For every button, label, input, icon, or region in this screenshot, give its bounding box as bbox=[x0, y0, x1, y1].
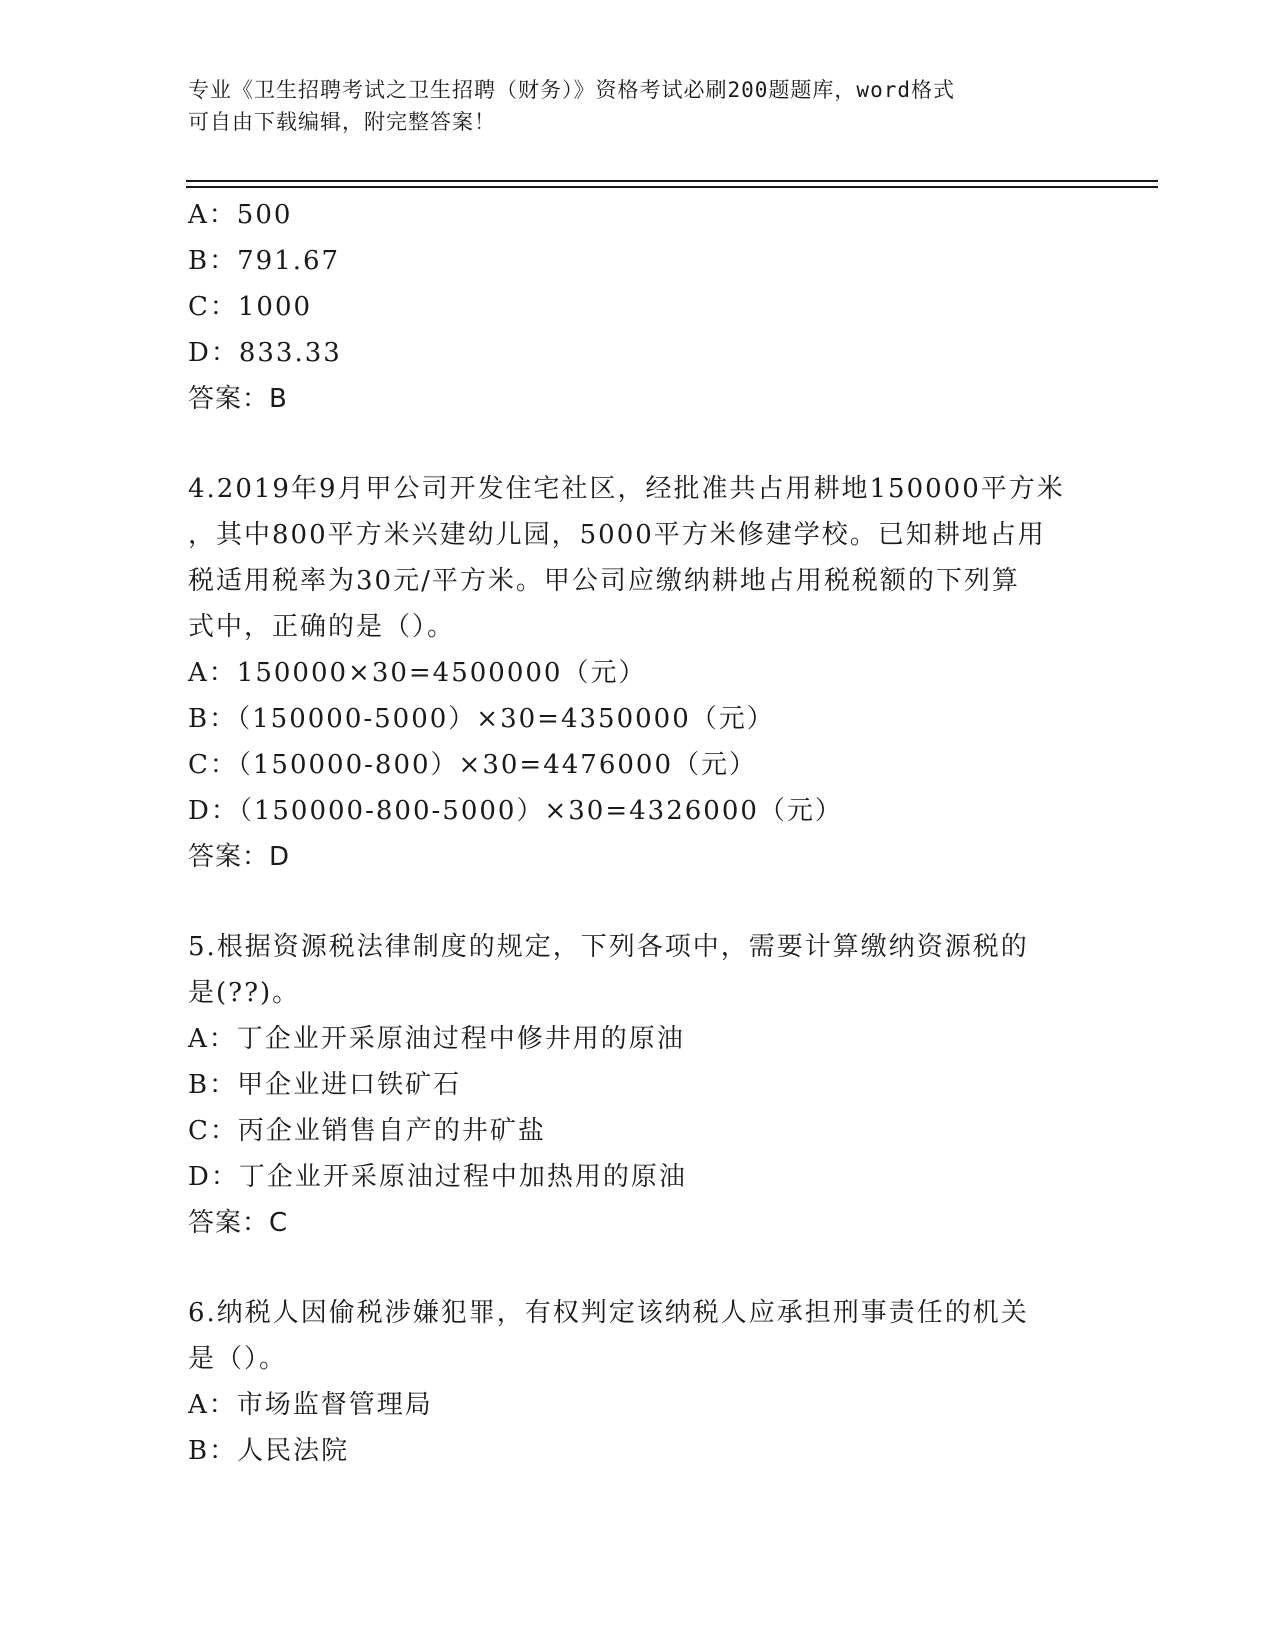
question-block-6 bbox=[188, 1290, 1088, 1474]
question-stem-line: 4.2019年9月甲公司开发住宅社区，经批准共占用耕地150000平方米 bbox=[188, 474, 1065, 504]
question-stem-line: 6.纳税人因偷税涉嫌犯罪，有权判定该纳税人应承担刑事责任的机关 bbox=[188, 1298, 1029, 1328]
option-c: C：丙企业销售自产的井矿盐 bbox=[188, 1116, 546, 1146]
header-divider-bottom bbox=[186, 186, 1158, 188]
question-block-4 bbox=[188, 466, 1088, 880]
option-a: A：150000×30=4500000（元） bbox=[188, 658, 647, 688]
question-stem-line: 5.根据资源税法律制度的规定，下列各项中，需要计算缴纳资源税的 bbox=[188, 932, 1029, 962]
option-b: B：人民法院 bbox=[188, 1436, 350, 1466]
question-stem-line: ，其中800平方米兴建幼儿园，5000平方米修建学校。已知耕地占用 bbox=[188, 520, 1046, 550]
option-b: B：（150000-5000）×30=4350000（元） bbox=[188, 704, 775, 734]
question-stem-line: 是（）。 bbox=[188, 1344, 288, 1374]
option-b: B：791.67 bbox=[188, 246, 341, 276]
answer-line: 答案：D bbox=[188, 842, 291, 872]
option-a: A：丁企业开采原油过程中修井用的原油 bbox=[188, 1024, 685, 1054]
question-stem-line: 是(??)。 bbox=[188, 978, 301, 1008]
question-list bbox=[188, 192, 1088, 1474]
header-line-2: 可自由下载编辑，附完整答案！ bbox=[188, 110, 496, 134]
header-line-1: 专业《卫生招聘考试之卫生招聘（财务）》资格考试必刷200题题库，word格式 bbox=[188, 78, 955, 102]
option-d: D：833.33 bbox=[188, 338, 342, 368]
option-d: D：（150000-800-5000）×30=4326000（元） bbox=[188, 796, 843, 826]
option-a: A：500 bbox=[188, 200, 293, 230]
answer-line: 答案：C bbox=[188, 1208, 289, 1238]
option-d: D：丁企业开采原油过程中加热用的原油 bbox=[188, 1162, 687, 1192]
option-c: C：1000 bbox=[188, 292, 313, 322]
question-block-prev bbox=[188, 192, 1088, 422]
option-a: A：市场监督管理局 bbox=[188, 1390, 433, 1420]
option-b: B：甲企业进口铁矿石 bbox=[188, 1070, 462, 1100]
question-block-5 bbox=[188, 924, 1088, 1246]
question-stem-line: 式中，正确的是（）。 bbox=[188, 612, 456, 642]
option-c: C：（150000-800）×30=4476000（元） bbox=[188, 750, 758, 780]
question-stem-line: 税适用税率为30元/平方米。甲公司应缴纳耕地占用税税额的下列算 bbox=[188, 566, 1020, 596]
document-header bbox=[188, 74, 1088, 138]
header-divider-top bbox=[186, 180, 1158, 182]
answer-line: 答案：B bbox=[188, 384, 288, 414]
